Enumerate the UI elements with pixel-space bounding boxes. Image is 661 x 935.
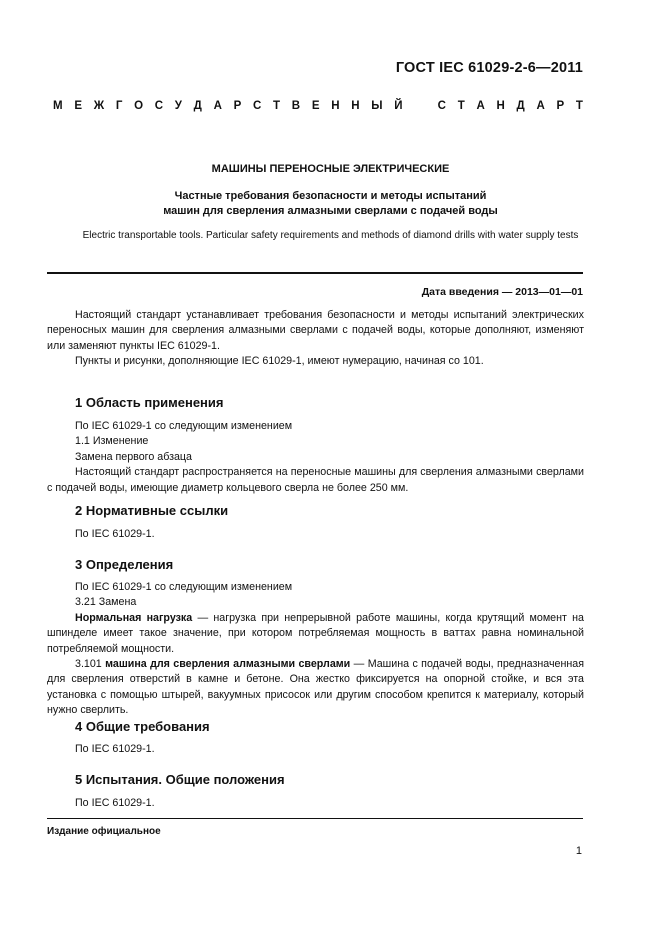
official-edition-label: Издание официальное (47, 826, 161, 837)
heading-letter: А (476, 100, 485, 112)
body-line: По IEC 61029-1 со следующим изменением (75, 581, 293, 593)
heading-letter: Р (233, 100, 242, 112)
section-body-definitions (47, 580, 584, 719)
heading-letter: О (134, 100, 144, 112)
heading-letter: Ж (93, 100, 105, 112)
section-heading-scope: 1 Область применения (75, 395, 224, 410)
interstate-standard-heading (53, 100, 583, 112)
definition-diamond-drill (47, 657, 584, 719)
document-title: МАШИНЫ ПЕРЕНОСНЫЕ ЭЛЕКТРИЧЕСКИЕ (211, 163, 450, 175)
body-line: По IEC 61029-1 со следующим изменением (75, 420, 293, 432)
heading-letter: С (437, 100, 446, 112)
heading-letter: Р (556, 100, 565, 112)
english-title: Electric transportable tools. Particular safety requirements and methods of diamond drills with water supply tests (82, 230, 579, 241)
definition-text: — Машина с подачей воды, предназначенная для сверления отверстий в камне и бетоне. Она жестко фиксируется на опорной стойке, и вся эта установка с помощью штырей, вакуумных присосок или другим способом крепится к материалу, который нужно сверлить. (47, 658, 584, 717)
heading-letter: А (536, 100, 545, 112)
heading-letter: С (154, 100, 164, 112)
heading-letter: Н (331, 100, 340, 112)
body-line: 3.21 Замена (75, 596, 137, 609)
standard-number: ГОСТ IEC 61029-2-6—2011 (395, 60, 583, 76)
section-heading-general-requirements: 4 Общие требования (75, 719, 210, 734)
clause-number: 3.101 (75, 658, 106, 671)
body-line: По IEC 61029-1. (75, 743, 155, 755)
page-number: 1 (575, 845, 582, 857)
body-line: Настоящий стандарт распространяется на переносные машины для сверления алмазными сверлами с подачей воды, имеющие диаметр кольцевого сверла не более 250 мм. (47, 466, 584, 494)
body-line: Замена первого абзаца (75, 450, 192, 463)
heading-letter: Е (74, 100, 82, 112)
heading-letter: Т (273, 100, 281, 112)
heading-letter: Й (394, 100, 403, 112)
heading-letter: Н (351, 100, 360, 112)
introduction-date: Дата введения — 2013—01—01 (421, 286, 583, 298)
heading-letter: А (213, 100, 222, 112)
heading-letter: М (53, 100, 63, 112)
heading-letter: Д (193, 100, 202, 112)
intro-paragraph: Настоящий стандарт устанавливает требования безопасности и методы испытаний электрических переносных машин для сверления алмазными сверлами с подачей воды, которые дополняют, изменяют или заменяют пункты IEC 61029-1. (47, 309, 584, 352)
section-body-tests (47, 796, 584, 811)
heading-letter: Е (311, 100, 320, 112)
body-line: По IEC 61029-1. (75, 528, 155, 540)
heading-letter: У (174, 100, 182, 112)
heading-letter: В (291, 100, 301, 112)
subtitle-line: Частные требования безопасности и методы испытаний (174, 190, 487, 202)
document-subtitle (0, 189, 661, 219)
intro-text (47, 308, 584, 370)
definition-term: машина для сверления алмазными сверлами (105, 658, 351, 671)
heading-letter: Н (496, 100, 505, 112)
footer-divider (47, 818, 583, 819)
section-heading-tests: 5 Испытания. Общие положения (75, 772, 285, 787)
heading-letter: Г (115, 100, 123, 112)
definition-text: — нагрузка при непрерывной работе машины, когда крутящий момент на шпинделе имеет такое значение, при котором потребляемая мощность в ваттах равна номинальной потребляемой мощности. (47, 611, 584, 655)
intro-paragraph: Пункты и рисунки, дополняющие IEC 61029-1, имеют нумерацию, начиная со 101. (75, 355, 484, 368)
heading-letter: Д (516, 100, 525, 112)
heading-letter: Т (457, 100, 465, 112)
section-heading-definitions: 3 Определения (75, 557, 174, 572)
heading-letter: С (253, 100, 262, 112)
section-body-scope (47, 419, 584, 496)
section-body-references (47, 527, 584, 542)
section-body-general-requirements (47, 742, 584, 757)
top-divider (47, 272, 583, 274)
heading-letter: Т (575, 100, 583, 112)
heading-letter: Ы (371, 100, 383, 112)
definition-normal-load (47, 611, 584, 657)
body-line: По IEC 61029-1. (75, 797, 155, 809)
body-line: 1.1 Изменение (75, 435, 149, 448)
section-heading-references: 2 Нормативные ссылки (75, 503, 229, 518)
definition-term: Нормальная нагрузка (75, 611, 193, 624)
subtitle-line: машин для сверления алмазными сверлами с подачей воды (163, 205, 498, 217)
